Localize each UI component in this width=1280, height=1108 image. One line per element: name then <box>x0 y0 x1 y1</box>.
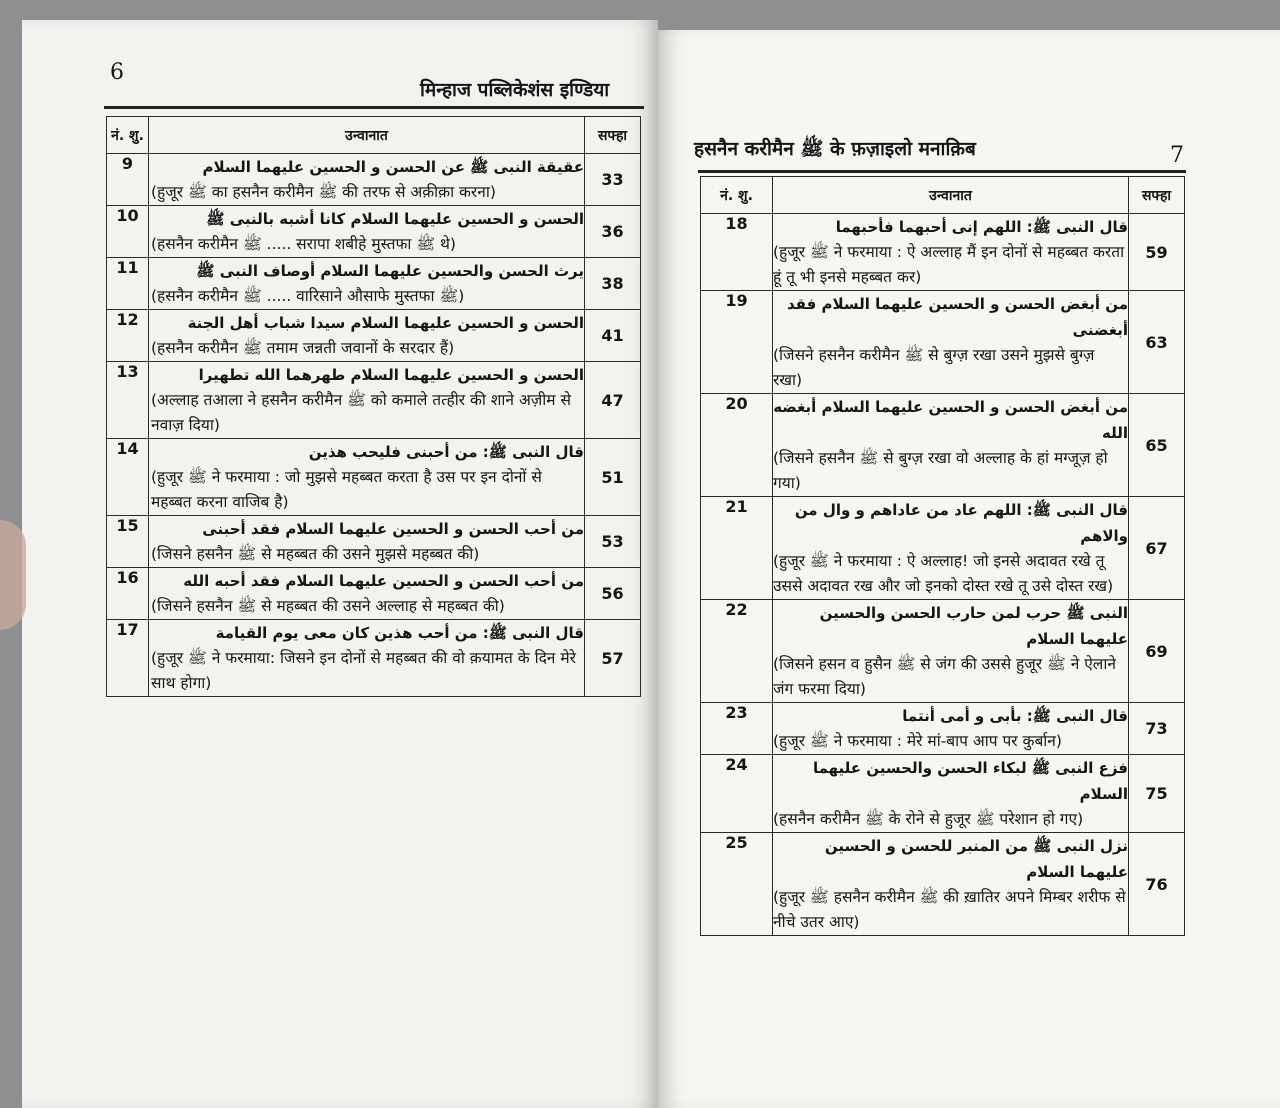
arabic-title: من أحب الحسن و الحسين عليهما السلام فقد أحبه الله <box>183 572 584 590</box>
header-rule <box>104 106 644 109</box>
entry-title <box>149 439 585 516</box>
entry-page: 51 <box>585 439 641 516</box>
entry-page: 67 <box>1129 497 1185 600</box>
entry-number: 11 <box>107 258 149 310</box>
page-number: 6 <box>110 60 124 85</box>
entry-title <box>773 600 1129 703</box>
entry-page: 41 <box>585 310 641 362</box>
entry-title <box>149 154 585 206</box>
hindi-title: (हुजूर ﷺ ने फरमाया : ऐ अल्लाह मैं इन दोनों से महब्बत करता हूं तू भी इनसे महब्बत कर) <box>773 243 1125 286</box>
entry-title <box>773 755 1129 833</box>
entry-page: 63 <box>1129 291 1185 394</box>
running-header: हसनैन करीमैन ﷺ के फ़ज़ाइलो मनाक़िब <box>694 138 976 160</box>
table-row <box>701 703 1185 755</box>
arabic-title: نزل النبى ﷺ من المنبر للحسن و الحسين عليهما السلام <box>824 837 1128 881</box>
entry-number: 21 <box>701 497 773 600</box>
entry-number: 15 <box>107 516 149 568</box>
table-row <box>107 516 641 568</box>
entry-number: 14 <box>107 439 149 516</box>
arabic-title: من أحب الحسن و الحسين عليهما السلام فقد أحبنى <box>202 520 584 538</box>
entry-title <box>773 833 1129 936</box>
entry-page: 33 <box>585 154 641 206</box>
hindi-title: (हुजूर ﷺ ने फरमाया: जिसने इन दोनों से महब्बत की वो क़यामत के दिन मेरे साथ होगा) <box>151 649 576 692</box>
hindi-title: (हुजूर ﷺ हसनैन करीमैन ﷺ की ख़ातिर अपने मिम्बर शरीफ से नीचे उतर आए) <box>773 888 1126 931</box>
entry-page: 76 <box>1129 833 1185 936</box>
entry-page: 38 <box>585 258 641 310</box>
entry-number: 22 <box>701 600 773 703</box>
table-row <box>701 214 1185 291</box>
hindi-title: (जिसने हसनैन ﷺ से महब्बत की उसने मुझसे महब्बत की) <box>151 545 480 563</box>
entry-title <box>149 258 585 310</box>
entry-title <box>149 568 585 620</box>
hindi-title: (जिसने हसनैन ﷺ से बुग्ज़ रखा वो अल्लाह के हां मग्जूज़ हो गया) <box>773 449 1108 492</box>
entry-number: 10 <box>107 206 149 258</box>
table-row <box>701 497 1185 600</box>
arabic-title: عقيقة النبى ﷺ عن الحسن و الحسين عليهما السلام <box>202 158 584 176</box>
table-row <box>107 258 641 310</box>
arabic-title: النبى ﷺ حرب لمن حارب الحسن والحسين عليهما السلام <box>819 604 1128 648</box>
table-row <box>107 620 641 697</box>
hindi-title: (हसनैन करीमैन ﷺ ..... सरापा शबीहे मुस्तफा ﷺ थे) <box>151 235 456 253</box>
thumb <box>0 520 26 630</box>
table-header-row <box>701 177 1185 214</box>
title-column-header: उन्वानात <box>149 117 585 154</box>
entry-page: 69 <box>1129 600 1185 703</box>
entry-number: 20 <box>701 394 773 497</box>
table-row <box>107 310 641 362</box>
entry-number: 19 <box>701 291 773 394</box>
arabic-title: قال النبى ﷺ: اللهم إنى أحبهما فأحبهما <box>835 218 1128 236</box>
hindi-title: (हुजूर ﷺ ने फरमाया : ऐ अल्लाह! जो इनसे अदावत रखे तू उससे अदावत रख और जो इनको दोस्त रखे तू उसे दोस्त रख) <box>773 552 1114 595</box>
contents-table <box>700 176 1185 936</box>
table-row <box>701 833 1185 936</box>
entry-title <box>149 516 585 568</box>
entry-title <box>149 620 585 697</box>
entry-page: 59 <box>1129 214 1185 291</box>
entry-number: 24 <box>701 755 773 833</box>
contents-table <box>106 116 641 697</box>
entry-page: 56 <box>585 568 641 620</box>
table-row <box>107 154 641 206</box>
entry-number: 9 <box>107 154 149 206</box>
entry-number: 25 <box>701 833 773 936</box>
entry-number: 13 <box>107 362 149 439</box>
entry-title <box>149 206 585 258</box>
entry-page: 36 <box>585 206 641 258</box>
hindi-title: (जिसने हसनैन ﷺ से महब्बत की उसने अल्लाह से महब्बत की) <box>151 597 505 615</box>
arabic-title: قال النبى ﷺ: من أحب هذين كان معى يوم القيامة <box>215 624 584 642</box>
header-rule <box>698 170 1186 173</box>
running-header: मिन्हाज पब्लिकेशंस इण्डिया <box>420 79 610 101</box>
arabic-title: الحسن و الحسين عليهما السلام طهرهما الله تطهيرا <box>198 366 584 384</box>
arabic-title: الحسن و الحسين عليهما السلام سيدا شباب أهل الجنة <box>187 314 584 332</box>
left-page <box>22 20 658 1108</box>
arabic-title: قال النبى ﷺ: بأبى و أمى أنتما <box>902 707 1128 725</box>
hindi-title: (हुजूर ﷺ ने फरमाया : मेरे मां-बाप आप पर कुर्बान) <box>773 732 1062 750</box>
table-header-row <box>107 117 641 154</box>
entry-title <box>773 291 1129 394</box>
table-row <box>107 439 641 516</box>
entry-title <box>773 703 1129 755</box>
entry-page: 73 <box>1129 703 1185 755</box>
entry-number: 12 <box>107 310 149 362</box>
entry-title <box>773 394 1129 497</box>
arabic-title: من أبغض الحسن و الحسين عليهما السلام أبغضه الله <box>773 398 1128 442</box>
table-row <box>701 394 1185 497</box>
arabic-title: من أبغض الحسن و الحسين عليهما السلام فقد أبغضنى <box>787 295 1128 339</box>
entry-number: 16 <box>107 568 149 620</box>
hindi-title: (अल्लाह तआला ने हसनैन करीमैन ﷺ को कमाले तत्हीर की शाने अज़ीम से नवाज़ दिया) <box>151 391 571 434</box>
hindi-title: (जिसने हसन व हुसैन ﷺ से जंग की उससे हुजूर ﷺ ने ऐलाने जंग फरमा दिया) <box>773 655 1116 698</box>
table-row <box>701 600 1185 703</box>
entry-title <box>773 214 1129 291</box>
right-page <box>658 30 1280 1108</box>
arabic-title: يرث الحسن والحسين عليهما السلام أوصاف النبى ﷺ <box>196 262 584 280</box>
entry-title <box>773 497 1129 600</box>
hindi-title: (हसनैन करीमैन ﷺ के रोने से हुजूर ﷺ परेशान हो गए) <box>773 810 1084 828</box>
arabic-title: فزع النبى ﷺ لبكاء الحسن والحسين عليهما السلام <box>812 759 1128 803</box>
serial-column-header: नं. शु. <box>107 117 149 154</box>
arabic-title: الحسن و الحسين عليهما السلام كانا أشبه بالنبى ﷺ <box>206 210 584 228</box>
entry-number: 18 <box>701 214 773 291</box>
entry-page: 75 <box>1129 755 1185 833</box>
table-row <box>107 206 641 258</box>
table-row <box>107 362 641 439</box>
page-column-header: सफ्हा <box>1129 177 1185 214</box>
title-column-header: उन्वानात <box>773 177 1129 214</box>
entry-title <box>149 362 585 439</box>
table-row <box>701 291 1185 394</box>
table-row <box>701 755 1185 833</box>
page-number: 7 <box>1170 143 1184 168</box>
arabic-title: قال النبى ﷺ: اللهم عاد من عاداهم و وال من والاهم <box>794 501 1128 545</box>
entry-page: 47 <box>585 362 641 439</box>
page-column-header: सफ्हा <box>585 117 641 154</box>
hindi-title: (जिसने हसनैन करीमैन ﷺ से बुग्ज़ रखा उसने मुझसे बुग्ज़ रखा) <box>773 346 1095 389</box>
hindi-title: (हसनैन करीमैन ﷺ तमाम जन्नती जवानों के सरदार हैं) <box>151 339 455 357</box>
entry-page: 65 <box>1129 394 1185 497</box>
arabic-title: قال النبى ﷺ: من أحبنى فليحب هذين <box>308 443 584 461</box>
table-row <box>107 568 641 620</box>
hindi-title: (हुजूर ﷺ ने फरमाया : जो मुझसे महब्बत करता है उस पर इन दोनों से महब्बत करना वाजिब है) <box>151 468 542 511</box>
entry-number: 17 <box>107 620 149 697</box>
entry-page: 53 <box>585 516 641 568</box>
entry-page: 57 <box>585 620 641 697</box>
hindi-title: (हसनैन करीमैन ﷺ ..... वारिसाने औसाफे मुस्तफा ﷺ) <box>151 287 465 305</box>
entry-title <box>149 310 585 362</box>
serial-column-header: नं. शु. <box>701 177 773 214</box>
hindi-title: (हुजूर ﷺ का हसनैन करीमैन ﷺ की तरफ से अक़ीक़ा करना) <box>151 183 496 201</box>
entry-number: 23 <box>701 703 773 755</box>
